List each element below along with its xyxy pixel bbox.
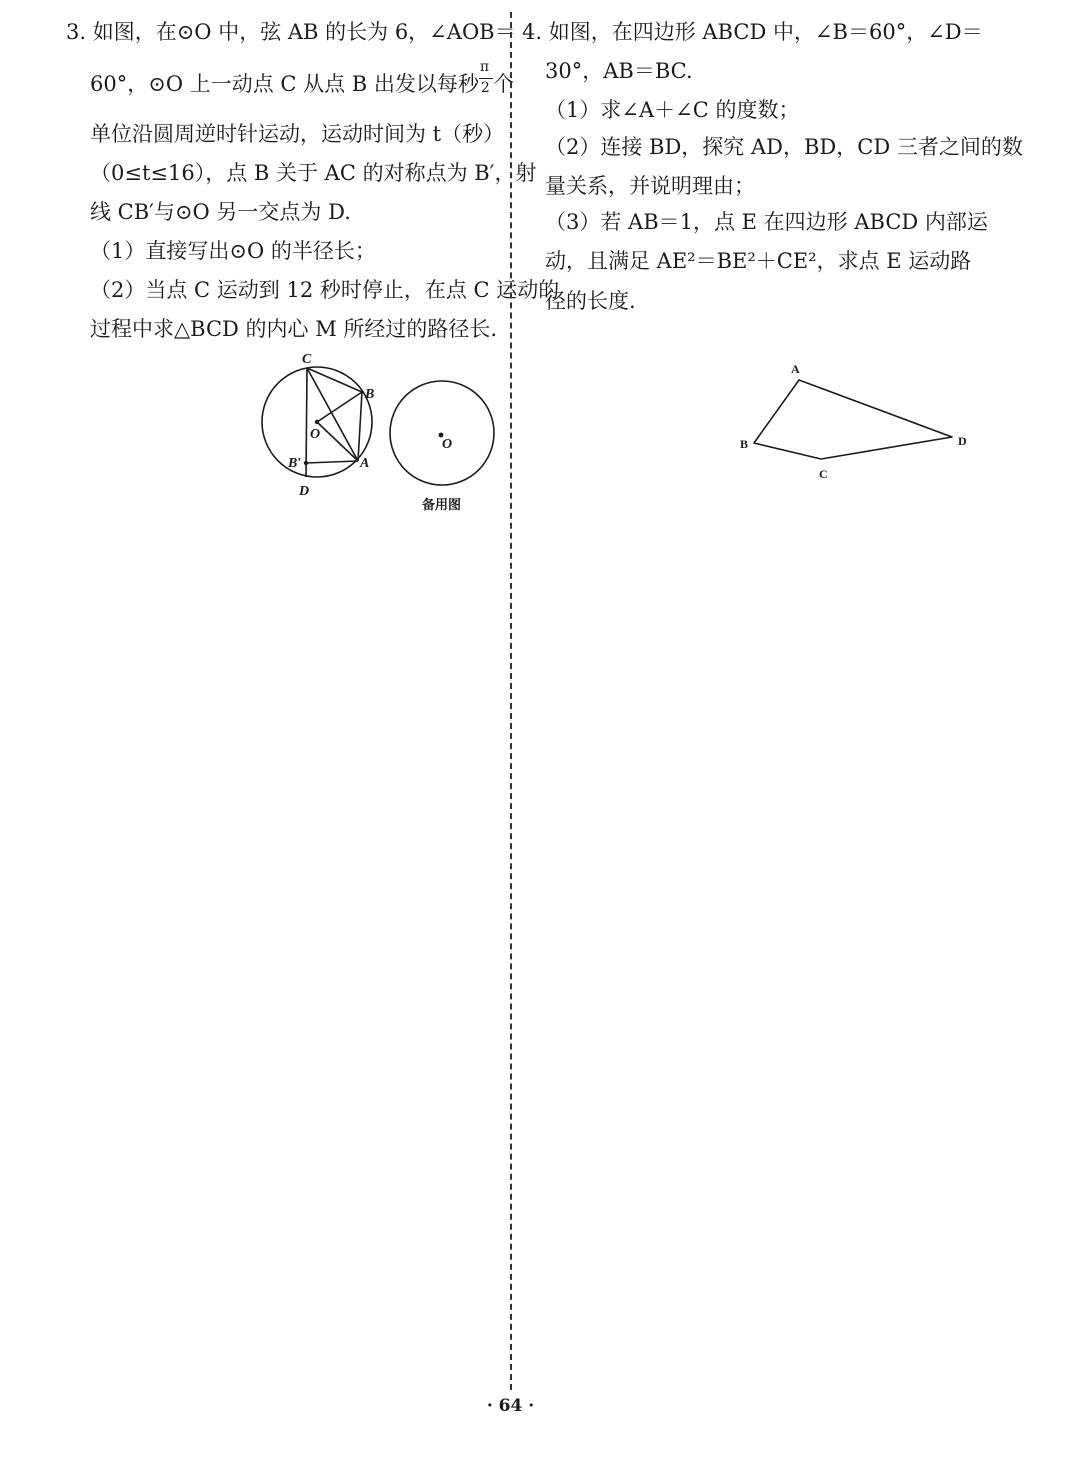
problem-4-figure [730,355,980,490]
problem-4-question-2-line-2: 量关系，并说明理由； [545,174,755,198]
problem-3-line-5: 线 CB′与⊙O 另一交点为 D. [90,200,351,224]
label-c: C [819,467,828,481]
problem-3-line-4: （0≤t≤16），点 B 关于 AC 的对称点为 B′，射 [90,161,537,185]
problem-4-question-3-line-1: （3）若 AB＝1，点 E 在四边形 ABCD 内部运 [545,210,988,234]
label-c: C [302,352,312,367]
fraction-numerator: π [479,58,490,75]
problem-4-question-2-line-1: （2）连接 BD，探究 AD，BD，CD 三者之间的数 [545,135,1023,159]
label-bprime: B′ [288,456,302,471]
problem-3-question-1: （1）直接写出⊙O 的半径长； [90,239,376,263]
segment-c-a [307,368,358,461]
segment-bprime-a [306,461,358,463]
spare-figure-caption: 备用图 [422,497,462,512]
label-a: A [360,456,370,471]
quadrilateral-abcd [754,380,952,459]
problem-3-line-2b: 个 [492,72,514,96]
pi-over-2-fraction [479,58,493,96]
segment-o-a [317,422,358,461]
label-d: D [299,484,310,499]
segment-c-d [306,368,307,477]
problem-4-line-1: 4. 如图，在四边形 ABCD 中，∠B＝60°，∠D＝ [522,20,983,44]
page-number: · 64 · [486,1396,535,1416]
problem-4-question-3-line-2: 动，且满足 AE²＝BE²＋CE²，求点 E 运动路 [545,249,972,273]
segment-o-b [317,392,362,422]
problem-3-question-2-line-2: 过程中求△BCD 的内心 M 所经过的路径长. [90,317,498,341]
segment-c-b [307,368,362,392]
problem-3-line-2a: 60°，⊙O 上一动点 C 从点 B 出发以每秒 [90,72,479,96]
problem-4-line-2: 30°，AB＝BC. [545,59,693,83]
problem-3-figure [250,345,510,525]
spare-label-o: O [442,437,453,452]
label-a: A [791,362,800,376]
center-o-dot [315,420,319,424]
problem-3-question-2-line-1: （2）当点 C 运动到 12 秒时停止，在点 C 运动的 [90,278,560,302]
problem-4-question-3-line-3: 径的长度. [545,289,636,313]
label-o: O [310,427,321,442]
segment-b-a [358,392,362,461]
problem-3-line-1: 3. 如图，在⊙O 中，弦 AB 的长为 6，∠AOB＝ [66,20,516,44]
fraction-denominator: 2 [480,79,490,96]
column-divider [510,12,512,1390]
label-b: B [740,437,749,451]
point-bprime-dot [304,461,308,465]
label-d: D [958,434,967,448]
label-b: B [365,387,375,402]
problem-4-question-1: （1）求∠A＋∠C 的度数； [545,98,800,122]
problem-3-line-2 [90,58,514,98]
problem-3-line-3: 单位沿圆周逆时针运动，运动时间为 t（秒） [90,122,505,146]
